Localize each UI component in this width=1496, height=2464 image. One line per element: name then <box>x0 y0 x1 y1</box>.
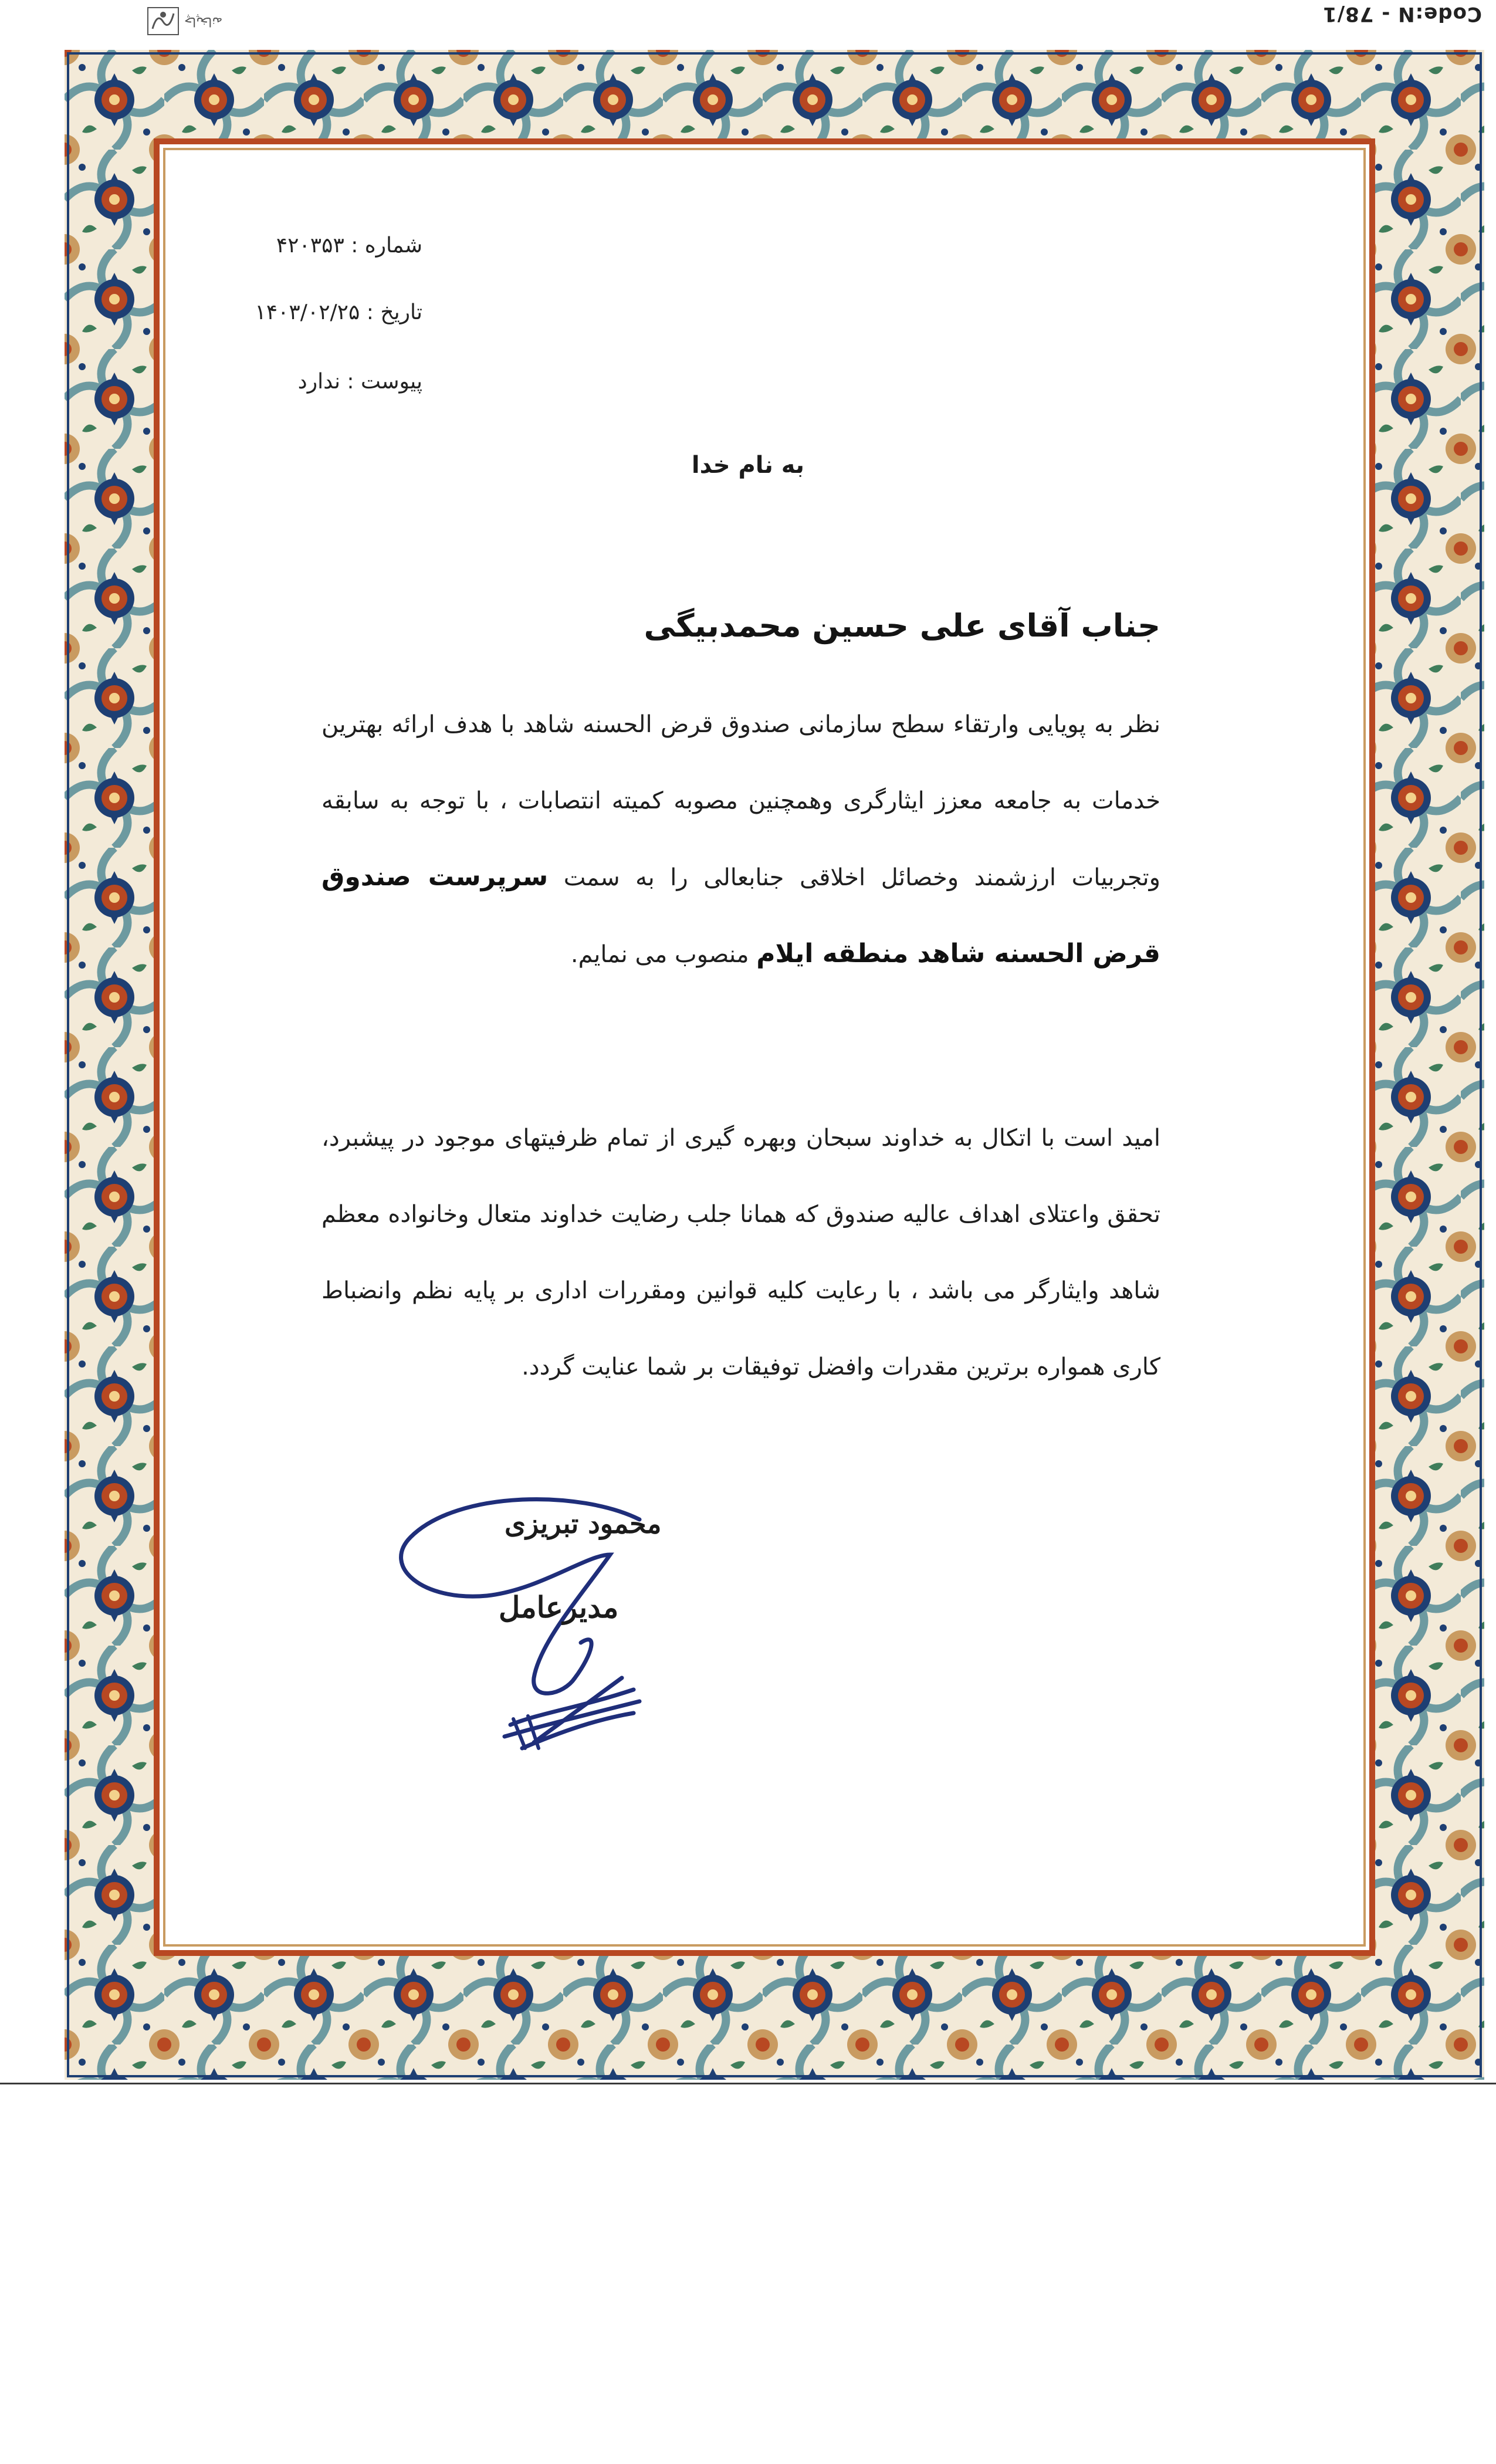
publisher-mark <box>147 4 264 39</box>
publisher-name: چاپخانه <box>184 13 223 29</box>
signer-name: محمود تبریزی <box>505 1508 662 1539</box>
letter-panel <box>154 138 1375 1956</box>
para1-text-before: نظر به پویایی وارتقاء سطح سازمانی صندوق قرض الحسنه شاهد با هدف ارائه بهترین خدمات به جامعه معزز ایثارگری وهمچنین مصوبه کمیته انتصابات ، با توجه به سابقه وتجربیات ارزشمند وخصائل اخلاقی جنابعالی را به سمت <box>321 711 1160 891</box>
scan-edge-divider <box>0 2083 1496 2084</box>
body-paragraph-2: امید است با اتکال به خداوند سبحان وبهره گیری از تمام ظرفیتهای موجود در پیشبرد، تحقق واعتلای اهداف عالیه صندوق که همانا جلب رضایت خداوند متعال وخانواده معظم شاهد وایثارگر می باشد ، با رعایت کلیه قوانین ومقررات اداری بر پایه نظم وانضباط کاری همواره برترین مقدرات وافضل توفیقات بر شما عنایت گردد. <box>321 1125 1160 1380</box>
signer-title: مدیرعامل <box>499 1590 619 1624</box>
letter-number: شماره : ۴۲۰۳۵۳ <box>276 233 422 258</box>
letter-date: تاریخ : ۱۴۰۳/۰۲/۲۵ <box>255 300 422 324</box>
publisher-logo-icon <box>147 6 180 36</box>
bismillah-heading: به نام خدا <box>691 452 805 479</box>
letter-attachment: پیوست : ندارد <box>297 370 422 394</box>
form-code: Code:N - 78/1 <box>1322 2 1482 26</box>
para1-text-after: منصوب می نمایم. <box>570 941 749 968</box>
recipient-line: جناب آقای علی حسین محمدبیگی <box>644 607 1160 644</box>
body-paragraph-1 <box>321 686 1160 993</box>
appointed-role: سرپرست صندوق قرض الحسنه شاهد منطقه ایلام <box>321 862 1160 969</box>
